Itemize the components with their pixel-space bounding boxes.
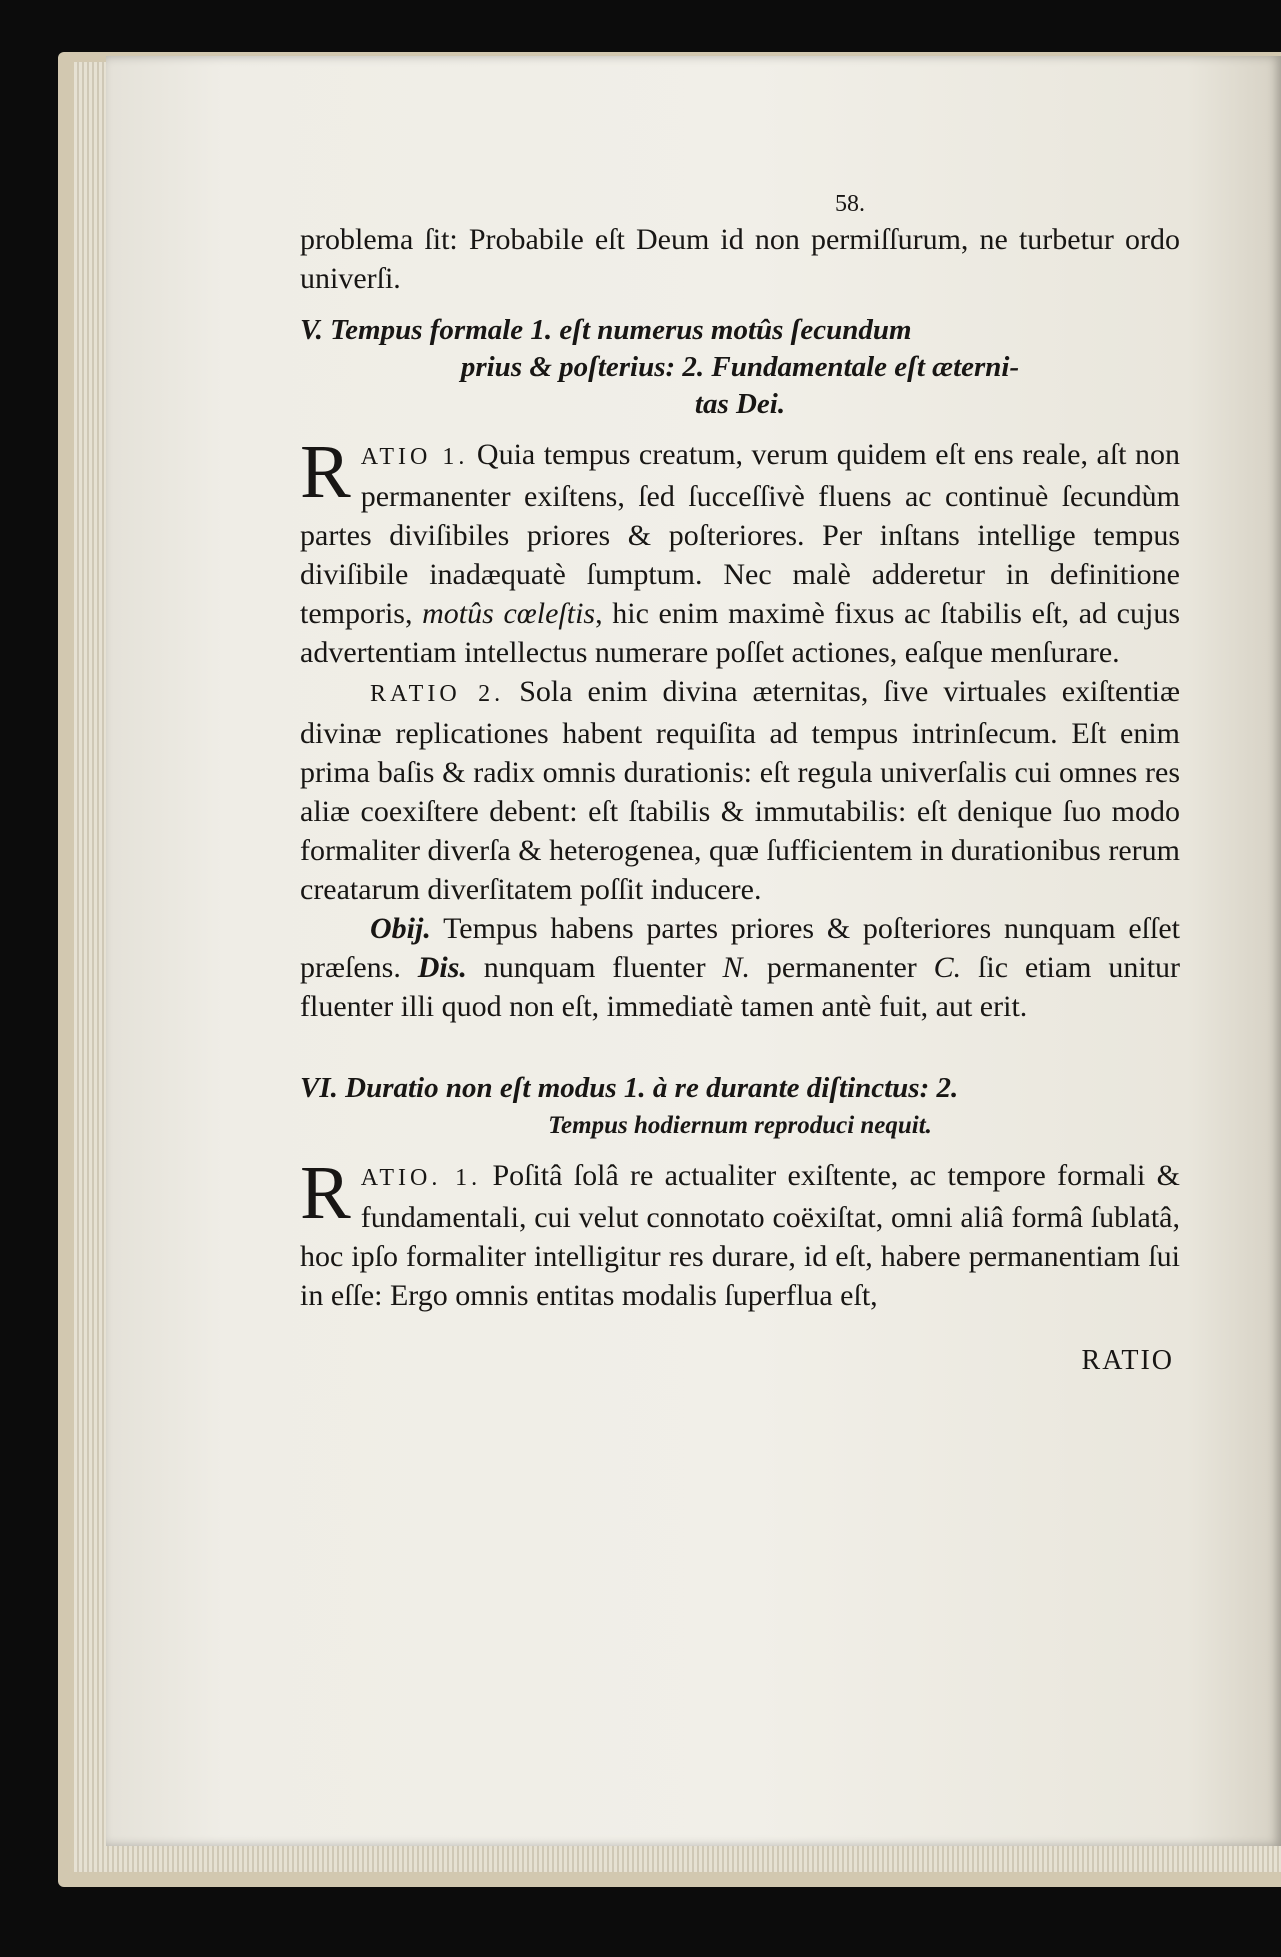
- page-number: 58.: [835, 191, 865, 217]
- ratio2-paragraph: [300, 672, 1180, 909]
- intro-paragraph: problema ſit: Probabile eſt Deum id non permiſſurum, ne turbetur ordo univerſi.: [300, 223, 1180, 295]
- heading-v-line1: V. Tempus formale 1. eſt numerus motûs ſecundum: [300, 314, 912, 346]
- heading-section-vi: [300, 1070, 1180, 1144]
- objection-text1: Tempus habens partes priores & poſteriores nunquam eſſet præſens.: [300, 912, 1180, 984]
- distinction-label: Dis.: [417, 951, 467, 984]
- ratio-lead: ATIO 1.: [360, 444, 469, 470]
- heading-vi-line2: Tempus hodiernum reproduci nequit.: [548, 1112, 932, 1139]
- ratio-body: Quia tempus creatum, verum quidem eſt ens reale, aſt non permanenter exiſtens, ſed ſucceſſivè fluens ac continuè ſecundùm partes diviſibiles priores & poſteriores. Per inſtans intellige tempus diviſibile inadæquatè ſumptum. Nec malè adderetur in definitione temporis,: [300, 438, 1181, 630]
- objection-text3: permanenter: [766, 951, 917, 984]
- heading-v-line3: tas Dei.: [694, 388, 786, 420]
- heading-v-line2: prius & poſterius: 2. Fundamentale eſt æterni-: [460, 351, 1020, 383]
- objection-text2: nunquam fluenter: [483, 951, 706, 984]
- concession-label: C.: [933, 951, 962, 984]
- objection-text4: ſic etiam unitur fluenter illi quod non eſt, immediatè tamen antè fuit, aut erit.: [300, 951, 1181, 1023]
- ratio2-body: Sola enim divina æternitas, ſive virtuales exiſtentiæ divinæ replicationes habent requiſita ad tempus intrinſecum. Eſt enim prima baſis & radix omnis durationis: eſt regula univerſalis cui omnes res aliæ coexiſtere debent: eſt ſtabilis & immutabilis: eſt denique ſuo modo formaliter diverſa & heterogenea, quæ ſufficientem in durationibus rerum creatarum diverſitatem poſſit inducere.: [300, 675, 1181, 906]
- section-gap: [300, 1026, 1180, 1056]
- page-text: [300, 190, 1180, 1377]
- ratio1-paragraph: [300, 430, 1181, 672]
- negation-label: N.: [722, 951, 750, 984]
- objection-label: Obij.: [370, 912, 431, 945]
- objection-paragraph: [300, 909, 1180, 1026]
- ratio-tail: , hic enim maximè fixus ac ſtabilis eſt, ad cujus advertentiam intellectus numerare poſſet actiones, eaſque menſurare.: [300, 597, 1180, 669]
- drop-cap-vi: R: [300, 1151, 351, 1235]
- heading-vi-line1: VI. Duratio non eſt modus 1. à re durante diſtinctus: 2.: [300, 1072, 959, 1104]
- ratio1-vi-lead: ATIO. 1.: [360, 1165, 482, 1191]
- ratio2-lead: RATIO 2.: [370, 681, 505, 707]
- ratio-italic: motûs cœleſtis: [422, 597, 596, 630]
- ratio1-vi-paragraph: [300, 1151, 1181, 1315]
- heading-section-v: [300, 312, 1180, 423]
- ratio1-vi-body: Poſitâ ſolâ re actualiter exiſtente, ac tempore formali & fundamentali, cui velut connotato coëxiſtat, omni aliâ formâ ſublatâ, hoc ipſo formaliter intelligitur res durare, id eſt, habere permanentiam ſui in eſſe: Ergo omnis entitas modalis ſuperflua eſt,: [300, 1159, 1181, 1312]
- catchword: RATIO: [1081, 1345, 1174, 1376]
- drop-cap: R: [300, 430, 351, 514]
